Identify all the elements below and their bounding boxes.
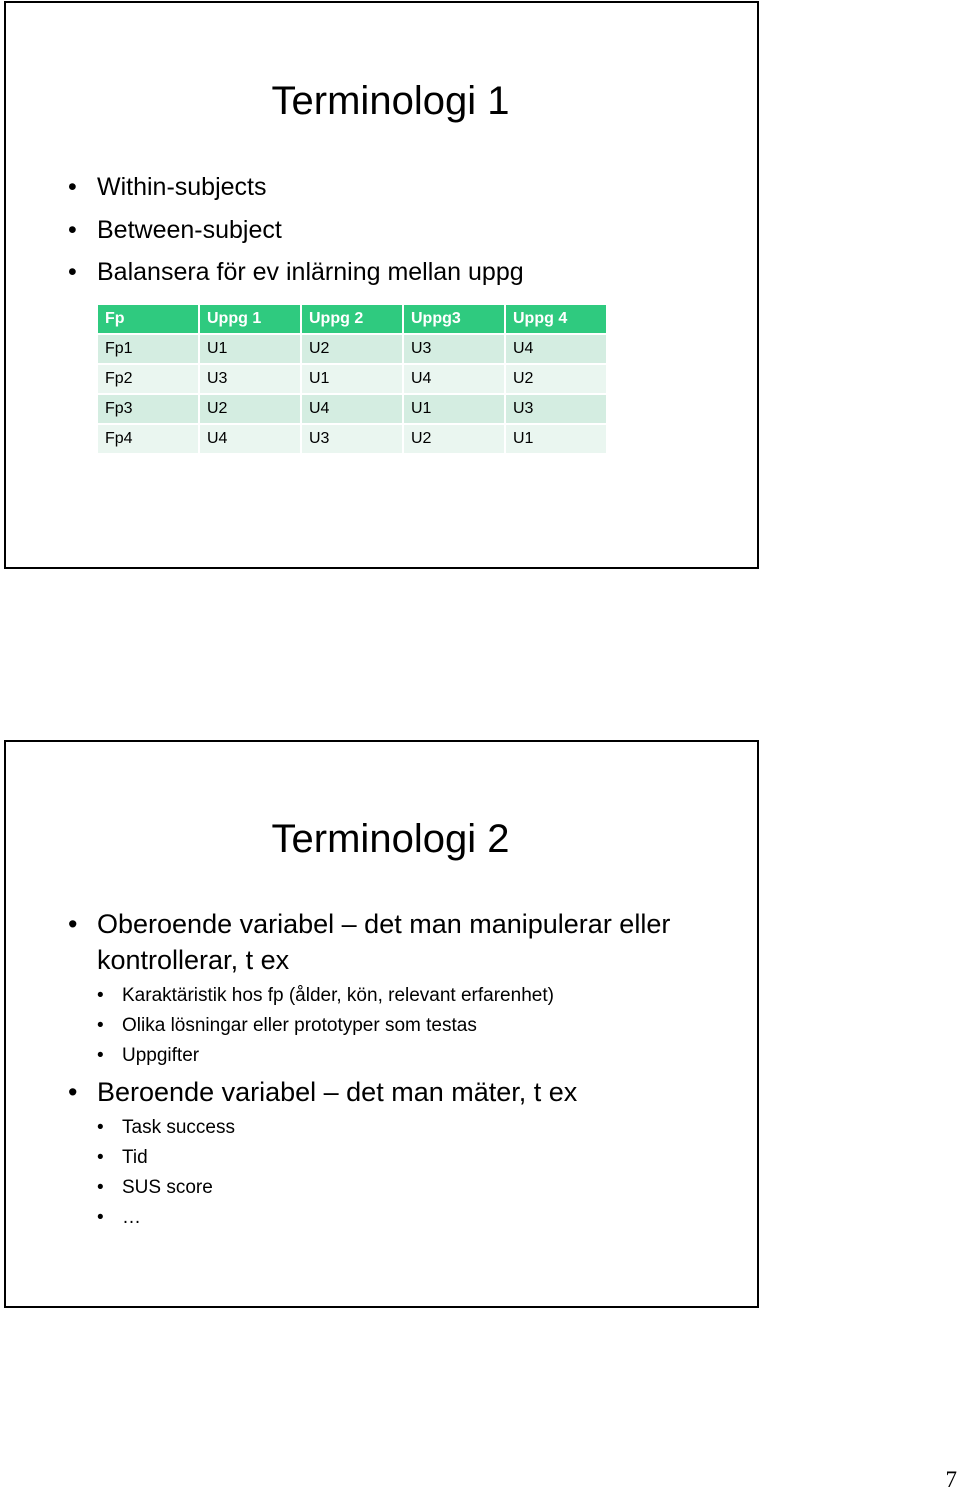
table-cell: Fp1 xyxy=(98,335,200,365)
header-cell: Uppg3 xyxy=(404,305,506,335)
table-cell: U3 xyxy=(404,335,506,365)
slide-title: Terminologi 2 xyxy=(271,817,510,861)
sub-list-container xyxy=(66,1113,737,1233)
table-row xyxy=(98,335,606,365)
table-cell: U1 xyxy=(302,365,404,395)
table-header-row xyxy=(98,305,606,335)
table-cell: U2 xyxy=(302,335,404,365)
table-cell: U4 xyxy=(506,335,606,365)
header-cell: Uppg 2 xyxy=(302,305,404,335)
table-cell: U1 xyxy=(404,395,506,425)
table-cell: U1 xyxy=(200,335,302,365)
sub-bullet-item: • Olika lösningar eller prototyper som testas xyxy=(97,1011,737,1041)
table-row xyxy=(98,425,606,455)
table-cell: Fp4 xyxy=(98,425,200,455)
table-cell: Fp2 xyxy=(98,365,200,395)
table-cell: U3 xyxy=(302,425,404,455)
sub-bullet-item: • Uppgifter xyxy=(97,1041,737,1071)
sub-bullet-item: • Karaktäristik hos fp (ålder, kön, relevant erfarenhet) xyxy=(97,981,737,1011)
table-cell: U4 xyxy=(200,425,302,455)
header-cell: Uppg 4 xyxy=(506,305,606,335)
bullet-item: • Between-subject xyxy=(66,214,737,247)
table-cell: U2 xyxy=(506,365,606,395)
sub-bullet-list xyxy=(97,981,737,1071)
table-cell: U3 xyxy=(506,395,606,425)
page-number: 7 xyxy=(945,1467,957,1492)
header-cell: Fp xyxy=(98,305,200,335)
sub-bullet-item: • Tid xyxy=(97,1143,737,1173)
slide-terminologi-1 xyxy=(4,1,759,569)
slide-terminologi-2 xyxy=(4,740,759,1308)
counterbalance-table xyxy=(98,305,606,455)
bullet-list xyxy=(66,907,737,1237)
sub-list-container xyxy=(66,981,737,1071)
bullet-item: • Within-subjects xyxy=(66,171,737,204)
table-cell: U1 xyxy=(506,425,606,455)
slide-title: Terminologi 1 xyxy=(271,79,510,123)
sub-bullet-item: • SUS score xyxy=(97,1173,737,1203)
sub-bullet-item: • Task success xyxy=(97,1113,737,1143)
bullet-item-dependent-variable xyxy=(66,1075,737,1111)
table-cell: U3 xyxy=(200,365,302,395)
table-row xyxy=(98,365,606,395)
table-cell: U4 xyxy=(404,365,506,395)
table-cell: Fp3 xyxy=(98,395,200,425)
bullet-text: Beroende variabel – det man mäter, t ex xyxy=(97,1076,578,1107)
sub-bullet-list xyxy=(97,1113,737,1233)
table-cell: U2 xyxy=(200,395,302,425)
bullet-item: • Balansera för ev inlärning mellan uppg xyxy=(66,256,737,289)
table-cell: U2 xyxy=(404,425,506,455)
header-cell: Uppg 1 xyxy=(200,305,302,335)
bullet-text: Oberoende variabel – det man manipulerar eller kontrollerar, t ex xyxy=(97,909,671,975)
table-cell: U4 xyxy=(302,395,404,425)
bullet-item-independent-variable xyxy=(66,907,737,979)
bullet-list xyxy=(66,171,737,299)
table-row xyxy=(98,395,606,425)
sub-bullet-item: • … xyxy=(97,1203,737,1233)
